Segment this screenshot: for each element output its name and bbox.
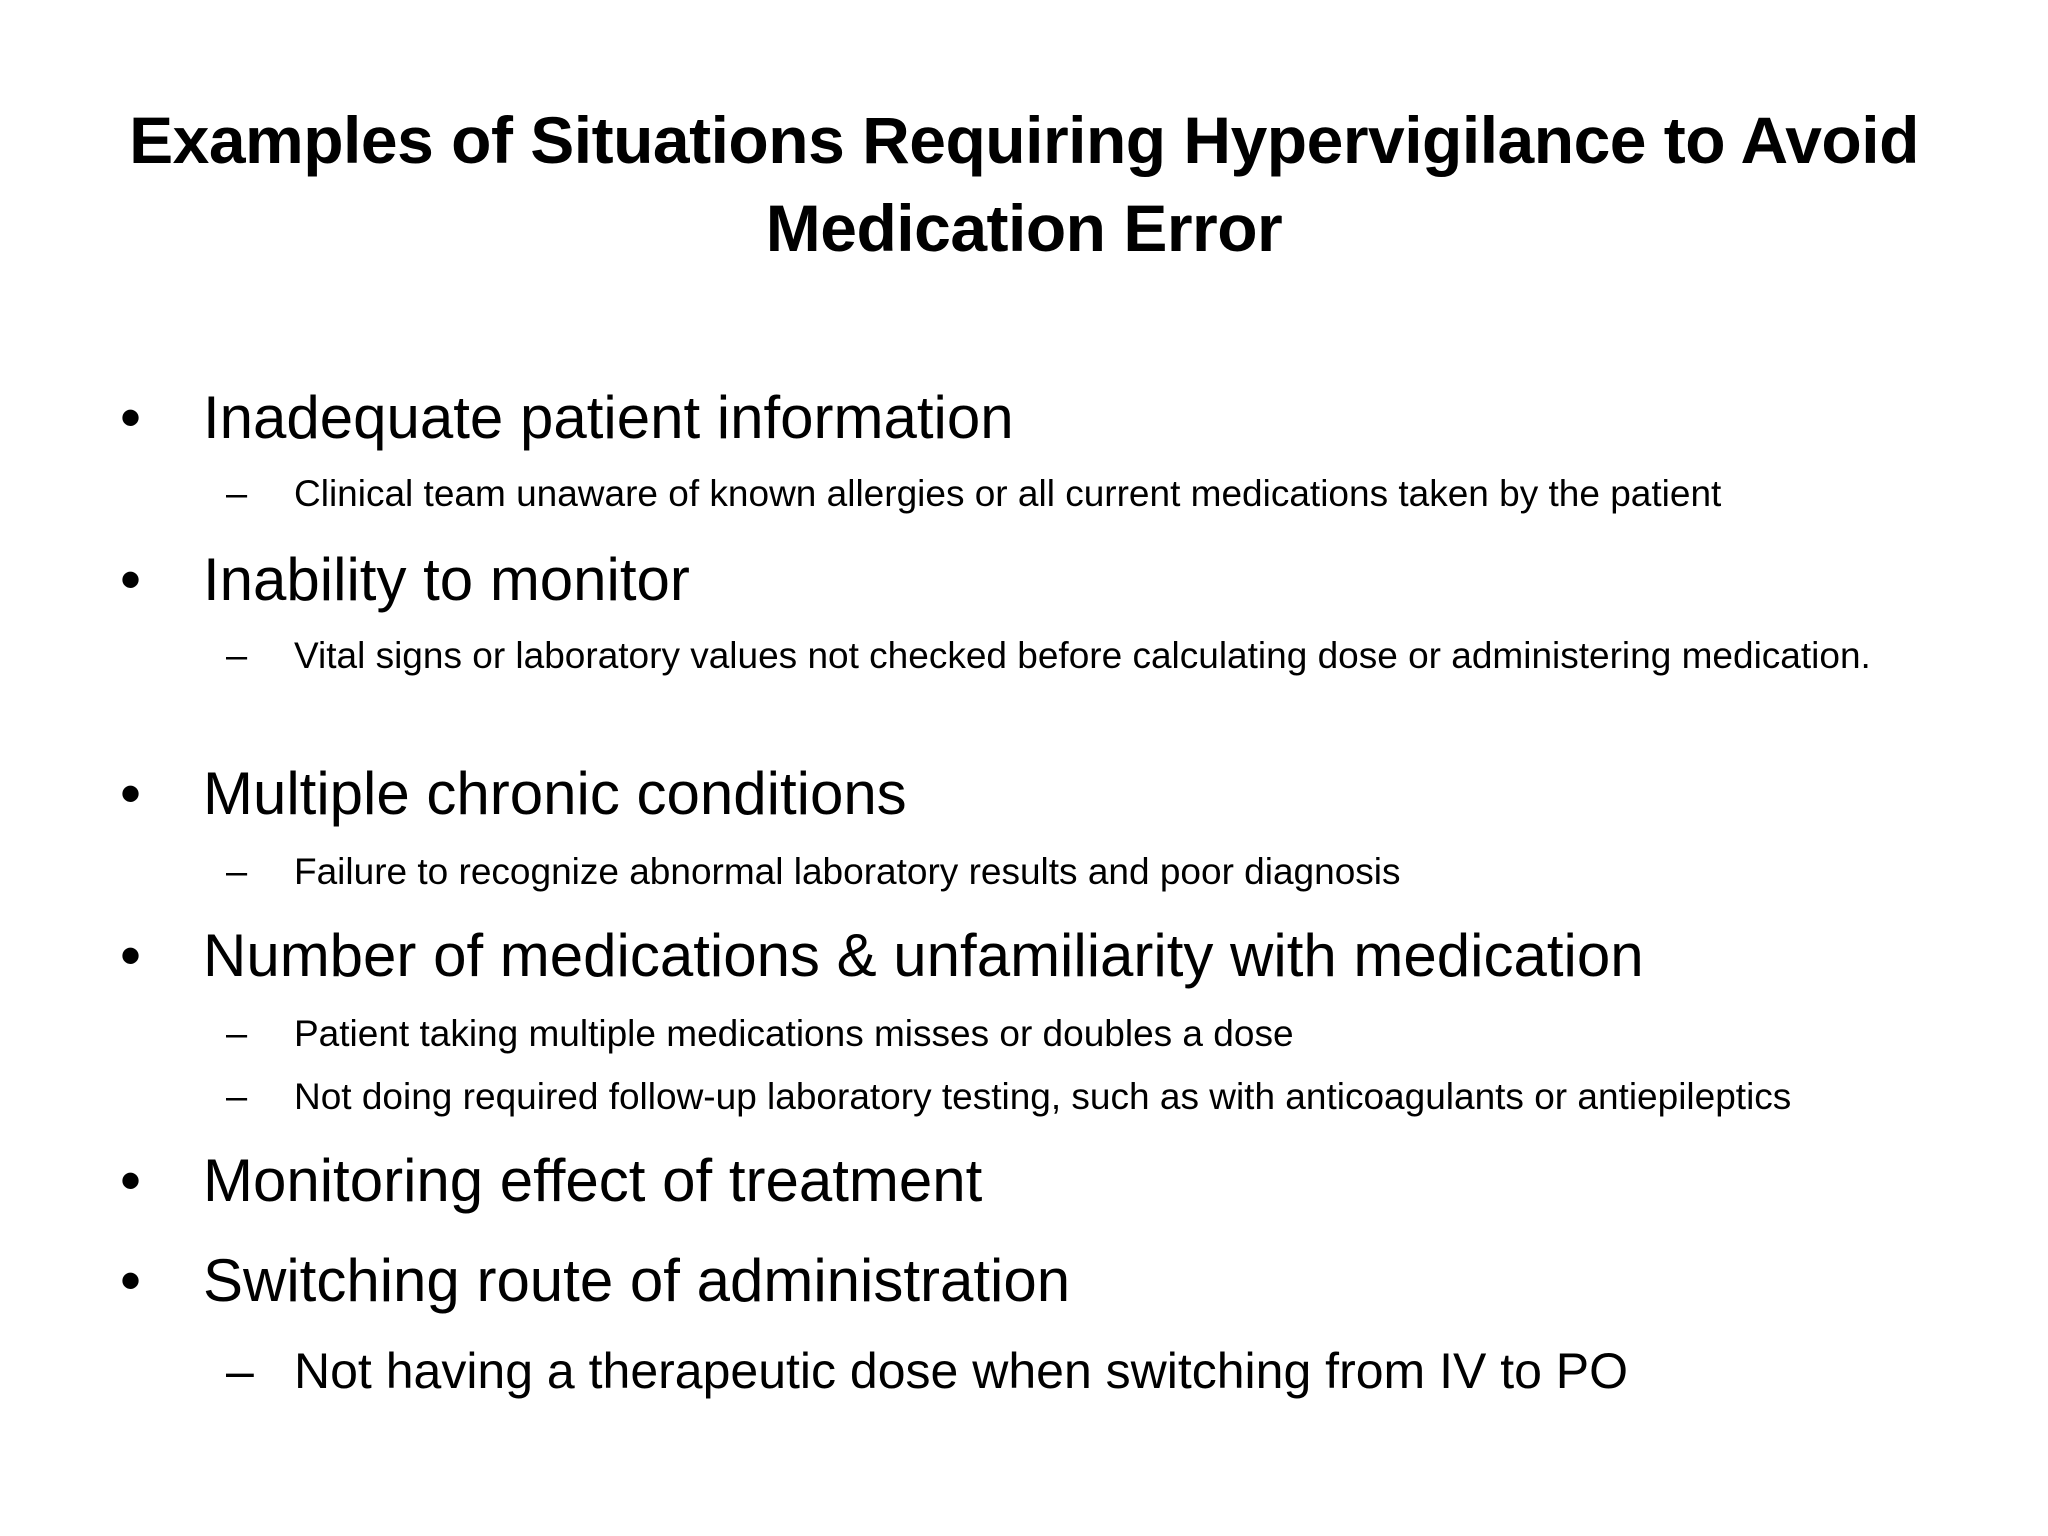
bullet-item-text: Inability to monitor	[203, 546, 690, 613]
dash-icon: –	[226, 1343, 254, 1399]
bullet-item-text: Inadequate patient information	[203, 384, 1014, 451]
dash-icon: –	[226, 635, 248, 677]
dash-icon: –	[226, 473, 248, 515]
bullet-item-text: Number of medications & unfamiliarity with medication	[203, 922, 1644, 989]
dash-icon: –	[226, 1076, 248, 1118]
bullet-item-text: Multiple chronic conditions	[203, 760, 907, 827]
sub-item-text: Clinical team unaware of known allergies or all current medications taken by the patient	[294, 473, 1722, 514]
sub-item-text: Not doing required follow-up laboratory testing, such as with anticoagulants or antiepileptics	[294, 1076, 1792, 1117]
bullet-icon: •	[120, 922, 142, 989]
sub-item-text: Vital signs or laboratory values not checked before calculating dose or administering medication.	[294, 635, 1871, 676]
sub-item-text: Patient taking multiple medications misses or doubles a dose	[294, 1013, 1294, 1054]
bullet-item-text: Monitoring effect of treatment	[203, 1147, 983, 1214]
sub-item-text: Not having a therapeutic dose when switching from IV to PO	[294, 1343, 1629, 1399]
bullet-item-text: Switching route of administration	[203, 1247, 1071, 1314]
bullet-icon: •	[120, 1147, 142, 1214]
dash-icon: –	[226, 1013, 248, 1055]
slide-title: Examples of Situations Requiring Hypervigilance to Avoid Medication Error	[129, 103, 1919, 265]
dash-icon: –	[226, 851, 248, 893]
bullet-icon: •	[120, 1247, 142, 1314]
bullet-icon: •	[120, 760, 142, 827]
bullet-icon: •	[120, 546, 142, 613]
bullet-icon: •	[120, 384, 142, 451]
sub-item-text: Failure to recognize abnormal laboratory results and poor diagnosis	[294, 851, 1401, 892]
